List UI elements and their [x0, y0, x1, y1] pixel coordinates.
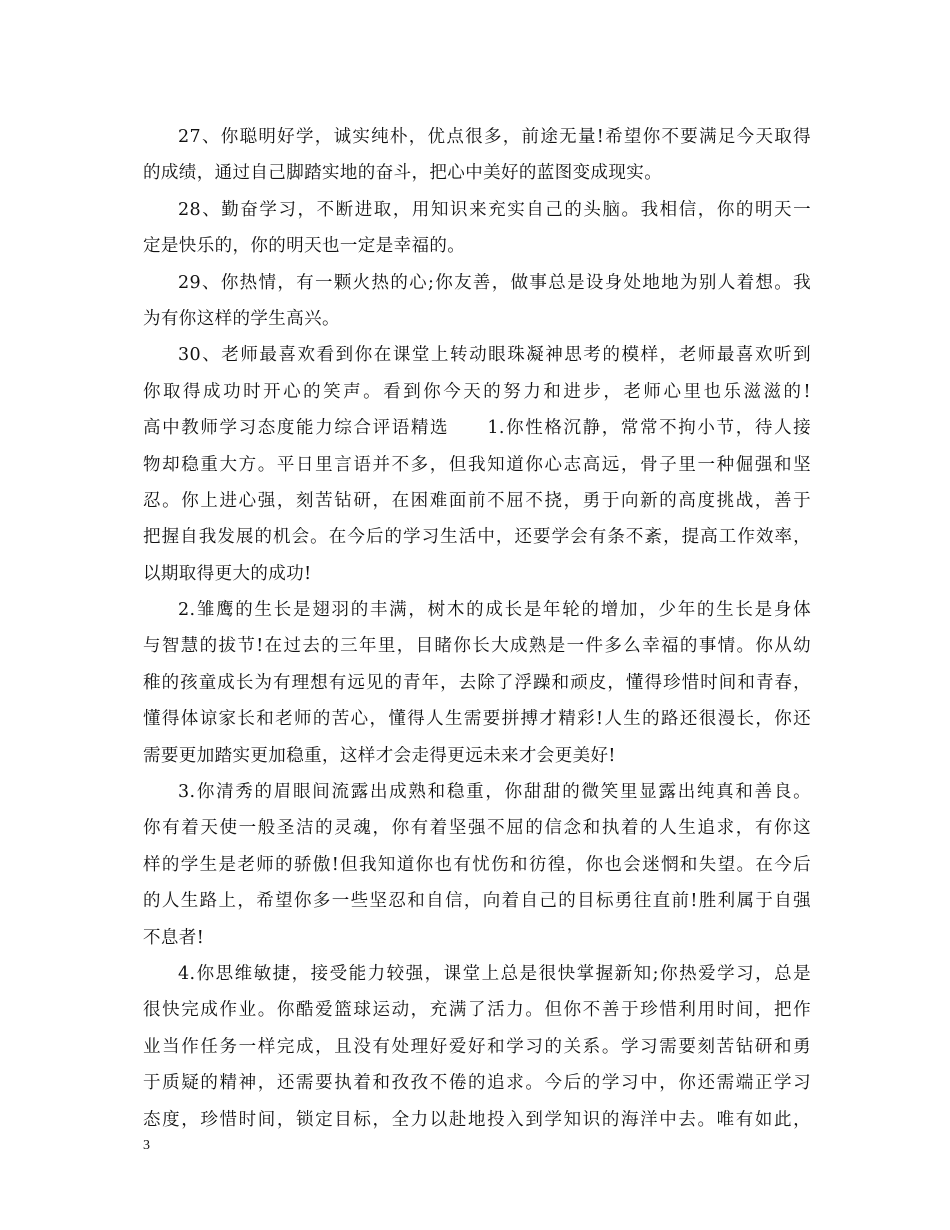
document-body: [143, 119, 811, 1138]
page-number: 3: [143, 1138, 150, 1153]
text-line: 你取得成功时开心的笑声。看到你今天的努力和进步，老师心里也乐滋滋的!: [143, 381, 811, 402]
text-line: 30、老师最喜欢看到你在课堂上转动眼珠凝神思考的模样，老师最喜欢听到: [178, 345, 811, 366]
text-line: 28、勤奋学习，不断进取，用知识来充实自己的头脑。我相信，你的明天一: [178, 199, 811, 220]
text-line: 以期取得更大的成功!: [143, 563, 312, 584]
text-line: 样的学生是老师的骄傲!但我知道你也有忧伤和彷徨，你也会迷惘和失望。在今后: [143, 854, 811, 875]
text-line: 忍。你上进心强，刻苦钻研，在困难面前不屈不挠，勇于向新的高度挑战，善于: [143, 490, 811, 511]
text-line: 于质疑的精神，还需要执着和孜孜不倦的追求。今后的学习中，你还需端正学习: [143, 1073, 811, 1094]
text-line: 需要更加踏实更加稳重，这样才会走得更远未来才会更美好!: [143, 745, 616, 766]
text-line: 2.雏鹰的生长是翅羽的丰满，树木的成长是年轮的增加，少年的生长是身体: [178, 600, 811, 621]
text-line: 29、你热情，有一颗火热的心;你友善，做事总是设身处地地为别人着想。我: [178, 272, 811, 293]
text-line: 你有着天使一般圣洁的灵魂，你有着坚强不屈的信念和执着的人生追求，有你这: [143, 818, 811, 839]
text-line: 懂得体谅家长和老师的苦心，懂得人生需要拼搏才精彩!人生的路还很漫长，你还: [143, 709, 811, 730]
text-line: 4.你思维敏捷，接受能力较强，课堂上总是很快掌握新知;你热爱学习，总是: [178, 963, 811, 984]
text-line: 的人生路上，希望你多一些坚忍和自信，向着自己的目标勇往直前!胜利属于自强: [143, 891, 811, 912]
text-line: 物却稳重大方。平日里言语并不多，但我知道你心志高远，骨子里一种倔强和坚: [143, 454, 811, 475]
text-line: 为有你这样的学生高兴。: [143, 308, 340, 329]
text-line: 把握自我发展的机会。在今后的学习生活中，还要学会有条不紊，提高工作效率，: [143, 527, 811, 548]
text-line: 3.你清秀的眉眼间流露出成熟和稳重，你甜甜的微笑里显露出纯真和善良。: [178, 782, 811, 803]
text-line: 不息者!: [143, 927, 205, 948]
text-line: 27、你聪明好学，诚实纯朴，优点很多，前途无量!希望你不要满足今天取得: [178, 127, 811, 147]
text-line: 业当作任务一样完成，且没有处理好爱好和学习的关系。学习需要刻苦钻研和勇: [143, 1036, 811, 1057]
text-line: 稚的孩童成长为有理想有远见的青年，去除了浮躁和顽皮，懂得珍惜时间和青春，: [143, 672, 811, 693]
text-line: 态度，珍惜时间，锁定目标，全力以赴地投入到学知识的海洋中去。唯有如此，: [143, 1109, 811, 1130]
text-line: 的成绩，通过自己脚踏实地的奋斗，把心中美好的蓝图变成现实。: [143, 163, 663, 184]
section-heading-line: 高中教师学习态度能力综合评语精选 1.你性格沉静，常常不拘小节，待人接: [143, 418, 811, 439]
text-line: 很快完成作业。你酷爱篮球运动，充满了活力。但你不善于珍惜利用时间，把作: [143, 1000, 811, 1021]
text-line: 与智慧的拔节!在过去的三年里，目睹你长大成熟是一件多么幸福的事情。你从幼: [143, 636, 811, 657]
text-line: 定是快乐的，你的明天也一定是幸福的。: [143, 236, 466, 257]
